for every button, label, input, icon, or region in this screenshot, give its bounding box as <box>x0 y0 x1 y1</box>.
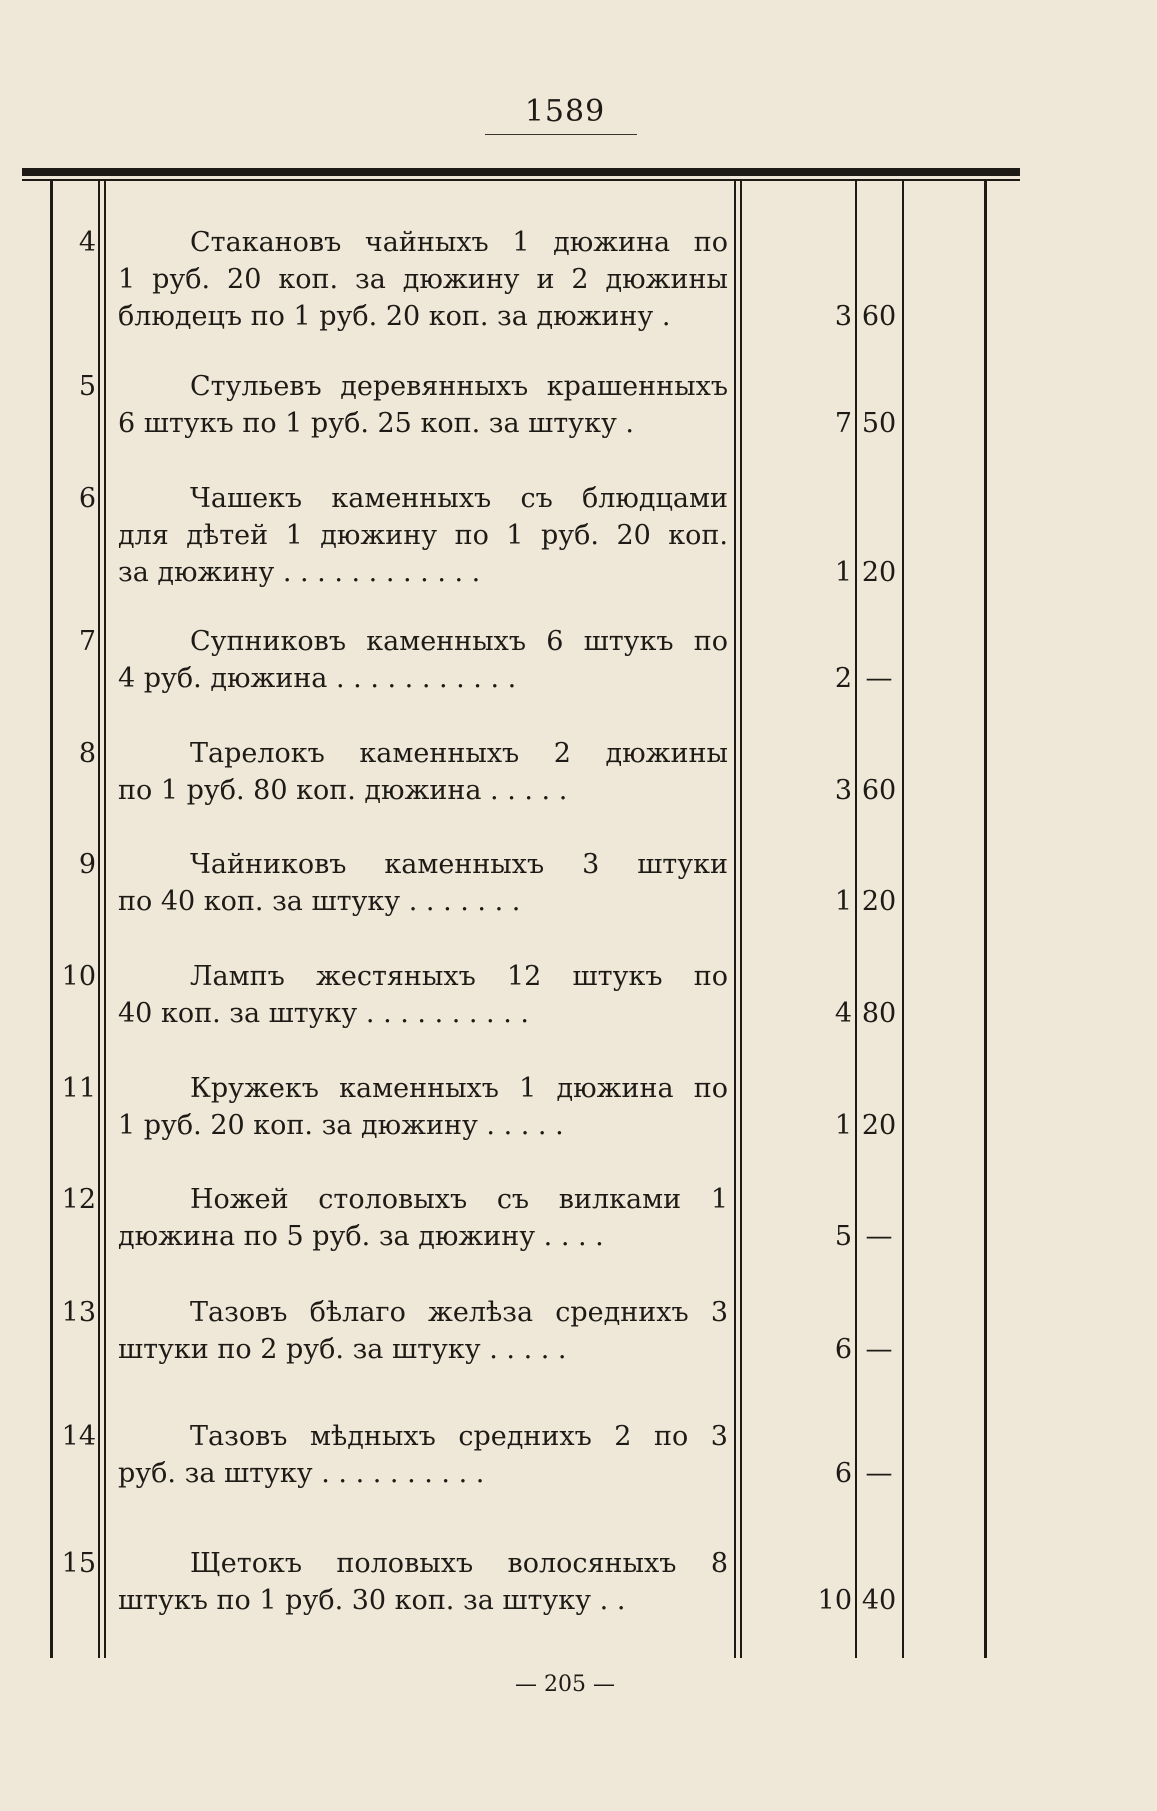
description-line: Чашекъ каменныхъ съ блюдцами <box>190 483 728 514</box>
ledger-table <box>22 168 1020 1658</box>
description-line: Кружекъ каменныхъ 1 дюжина по <box>190 1073 728 1104</box>
description-line: Тарелокъ каменныхъ 2 дюжины <box>190 738 728 769</box>
amount-rubles: 5 <box>834 1221 852 1252</box>
amount-kopecks: 60 <box>861 775 897 806</box>
row-description <box>118 224 728 335</box>
row-number: 8 <box>78 738 96 769</box>
row-description <box>118 958 728 1032</box>
row-description <box>118 1294 728 1368</box>
column-rule <box>740 181 742 1658</box>
amount-rubles: 10 <box>817 1585 852 1616</box>
row-number: 12 <box>61 1184 96 1215</box>
column-rule <box>734 181 736 1658</box>
amount-rubles: 1 <box>834 557 852 588</box>
row-description <box>118 480 728 591</box>
row-number: 15 <box>61 1548 96 1579</box>
amount-kopecks: 20 <box>861 886 897 917</box>
page-number-underline <box>485 134 637 135</box>
description-line: 1 руб. 20 коп. за дюжину и 2 дюжины <box>118 264 728 295</box>
description-line: Ножей столовыхъ съ вилками 1 <box>190 1184 728 1215</box>
description-line: Чайниковъ каменныхъ 3 штуки <box>190 849 728 880</box>
description-line: по 40 коп. за штуку . . . . . . . <box>118 886 521 917</box>
amount-rubles: 3 <box>834 301 852 332</box>
amount-rubles: 6 <box>834 1334 852 1365</box>
row-description <box>118 1070 728 1144</box>
row-description <box>118 1545 728 1619</box>
description-line: Тазовъ бѣлаго желѣза среднихъ 3 <box>190 1297 728 1328</box>
row-number: 7 <box>78 626 96 657</box>
row-description <box>118 1418 728 1492</box>
amount-kopecks: — <box>865 1458 893 1489</box>
amount-kopecks: — <box>865 1221 893 1252</box>
description-line: 40 коп. за штуку . . . . . . . . . . <box>118 998 529 1029</box>
page-footer: — 205 — <box>515 1672 615 1697</box>
amount-kopecks: — <box>865 1334 893 1365</box>
description-line: штукъ по 1 руб. 30 коп. за штуку . . <box>118 1585 626 1616</box>
row-description <box>118 735 728 809</box>
amount-kopecks: — <box>865 663 893 694</box>
column-rule <box>855 181 857 1658</box>
description-line: для дѣтей 1 дюжину по 1 руб. 20 коп. <box>118 520 728 551</box>
row-number: 6 <box>78 483 96 514</box>
column-rule <box>98 181 100 1658</box>
row-number: 9 <box>78 849 96 880</box>
description-line: по 1 руб. 80 коп. дюжина . . . . . <box>118 775 568 806</box>
description-line: Стульевъ деревянныхъ крашенныхъ <box>190 371 728 402</box>
amount-rubles: 1 <box>834 1110 852 1141</box>
table-top-rule-thin <box>22 179 1020 181</box>
row-description <box>118 368 728 442</box>
row-number: 14 <box>61 1421 96 1452</box>
description-line: блюдецъ по 1 руб. 20 коп. за дюжину . <box>118 301 671 332</box>
column-rule <box>984 181 987 1658</box>
amount-kopecks: 60 <box>861 301 897 332</box>
table-top-rule <box>22 168 1020 176</box>
row-number: 4 <box>78 227 96 258</box>
row-description <box>118 1181 728 1255</box>
description-line: Стакановъ чайныхъ 1 дюжина по <box>190 227 728 258</box>
description-line: 4 руб. дюжина . . . . . . . . . . . <box>118 663 517 694</box>
description-line: 6 штукъ по 1 руб. 25 коп. за штуку . <box>118 408 634 439</box>
description-line: Тазовъ мѣдныхъ среднихъ 2 по 3 <box>190 1421 728 1452</box>
description-line: дюжина по 5 руб. за дюжину . . . . <box>118 1221 604 1252</box>
description-line: Щетокъ половыхъ волосяныхъ 8 <box>190 1548 728 1579</box>
amount-rubles: 3 <box>834 775 852 806</box>
amount-kopecks: 80 <box>861 998 897 1029</box>
row-number: 10 <box>61 961 96 992</box>
description-line: 1 руб. 20 коп. за дюжину . . . . . <box>118 1110 564 1141</box>
row-number: 11 <box>61 1073 96 1104</box>
row-description <box>118 846 728 920</box>
description-line: штуки по 2 руб. за штуку . . . . . <box>118 1334 567 1365</box>
amount-kopecks: 50 <box>861 408 897 439</box>
amount-rubles: 2 <box>834 663 852 694</box>
row-number: 13 <box>61 1297 96 1328</box>
amount-rubles: 1 <box>834 886 852 917</box>
column-rule <box>104 181 106 1658</box>
column-rule <box>902 181 904 1658</box>
description-line: за дюжину . . . . . . . . . . . . <box>118 557 481 588</box>
amount-kopecks: 40 <box>861 1585 897 1616</box>
amount-rubles: 4 <box>834 998 852 1029</box>
description-line: руб. за штуку . . . . . . . . . . <box>118 1458 485 1489</box>
row-description <box>118 623 728 697</box>
description-line: Супниковъ каменныхъ 6 штукъ по <box>190 626 728 657</box>
page-number: 1589 <box>524 94 606 129</box>
amount-kopecks: 20 <box>861 557 897 588</box>
row-number: 5 <box>78 371 96 402</box>
description-line: Лампъ жестяныхъ 12 штукъ по <box>190 961 728 992</box>
amount-kopecks: 20 <box>861 1110 897 1141</box>
amount-rubles: 7 <box>834 408 852 439</box>
amount-rubles: 6 <box>834 1458 852 1489</box>
